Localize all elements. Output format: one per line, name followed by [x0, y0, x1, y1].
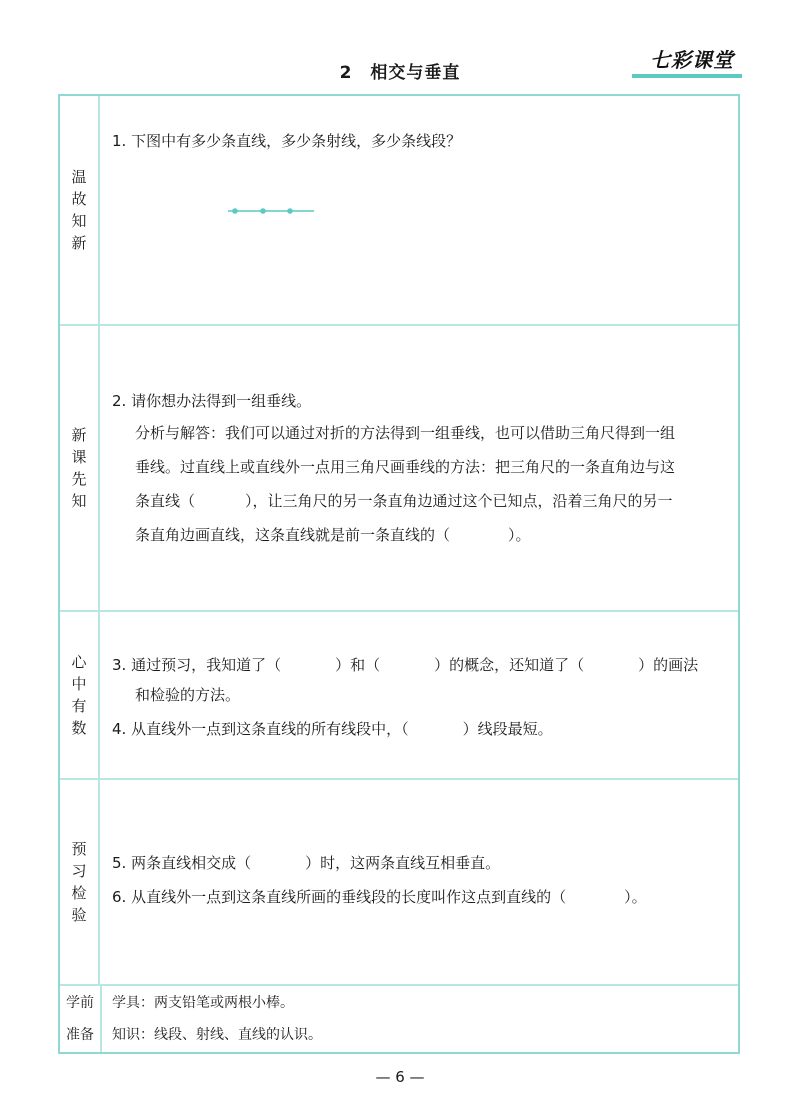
section-label-cell [60, 780, 100, 984]
text-segment: 条直角边画直线，这条直线就是前一条直线的（ [135, 526, 451, 544]
text-segment: ）时，这两条直线互相垂直。 [305, 854, 501, 872]
section-prep [60, 984, 738, 1052]
prep-divider [100, 986, 102, 1052]
text-segment: 6. 从直线外一点到这条直线所画的垂线段的长度叫作这点到直线的（ [112, 888, 567, 906]
text-segment: ）和（ [335, 656, 381, 674]
section-content [112, 848, 728, 912]
question-3-cont: 和检验的方法。 [135, 686, 241, 704]
question-5 [112, 848, 728, 878]
section-content [112, 126, 728, 156]
prep-tools: 学具：两支铅笔或两根小棒。 [112, 995, 294, 1011]
text-segment: ）。 [624, 888, 647, 906]
section-label-cell [60, 326, 100, 610]
analysis-line: 垂线。过直线上或直线外一点用三角尺画垂线的方法：把三角尺的一条直角边与这 [135, 458, 676, 476]
point-b [260, 208, 266, 214]
section-label: 心中有数 [71, 653, 87, 737]
text-segment: 5. 两条直线相交成（ [112, 854, 252, 872]
question-3 [112, 650, 728, 680]
point-a [232, 208, 238, 214]
text-segment: 条直线（ [135, 492, 196, 510]
section-check [60, 778, 738, 984]
text-segment: ）的概念，还知道了（ [434, 656, 585, 674]
prep-label-bottom: 准备 [66, 1027, 94, 1043]
text-segment: ）线段最短。 [462, 720, 553, 738]
section-label-cell [60, 96, 100, 324]
page-title: 2 相交与垂直 [339, 63, 461, 83]
prep-label-top: 学前 [66, 995, 94, 1011]
point-c [287, 208, 293, 214]
section-content [112, 650, 728, 744]
worksheet-frame [58, 94, 740, 1054]
section-label-cell [60, 612, 100, 778]
text-segment: ），让三角尺的另一条直角边通过这个已知点，沿着三角尺的另一 [245, 492, 673, 510]
question-4 [112, 714, 728, 744]
section-label: 预习检验 [71, 840, 87, 924]
analysis-line [112, 486, 728, 516]
text-segment: ）的画法 [638, 656, 699, 674]
question-2: 2. 请你想办法得到一组垂线。 [112, 392, 312, 410]
text-segment: ）。 [508, 526, 531, 544]
text-segment: 4. 从直线外一点到这条直线的所有线段中，（ [112, 720, 409, 738]
question-6 [112, 882, 728, 912]
section-label: 新课先知 [71, 426, 87, 510]
brand-underline [632, 74, 742, 78]
question-1: 1. 下图中有多少条直线，多少条射线，多少条线段？ [112, 132, 462, 150]
section-label: 温故知新 [71, 168, 87, 252]
page-number: — 6 — [375, 1068, 425, 1086]
analysis-line [112, 520, 728, 550]
analysis-line: 分析与解答：我们可以通过对折的方法得到一组垂线，也可以借助三角尺得到一组 [135, 424, 676, 442]
section-content [112, 386, 728, 550]
text-segment: 3. 通过预习，我知道了（ [112, 656, 282, 674]
section-new-lesson [60, 324, 738, 610]
prep-knowledge: 知识：线段、射线、直线的认识。 [112, 1027, 322, 1043]
section-review [60, 96, 738, 324]
line-figure [228, 204, 314, 218]
brand-logo: 七彩课堂 [650, 48, 734, 72]
section-know [60, 610, 738, 778]
